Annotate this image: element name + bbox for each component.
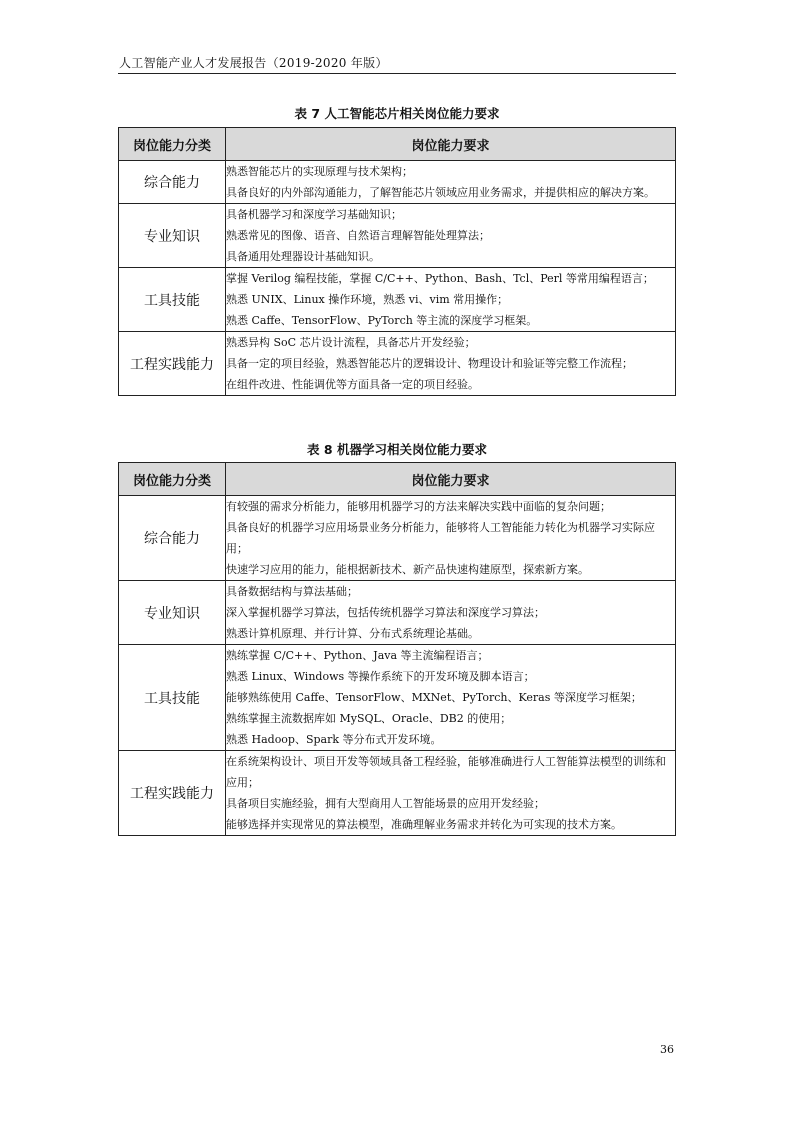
table-row (119, 751, 676, 836)
requirement-line: 熟悉异构 SoC 芯片设计流程，具备芯片开发经验； (226, 336, 476, 349)
row-category: 工具技能 (119, 268, 226, 332)
table-7 (118, 127, 676, 396)
table-row (119, 645, 676, 751)
row-requirements (226, 496, 676, 581)
row-requirements (226, 161, 676, 204)
running-header: 人工智能产业人才发展报告（2019-2020 年版） (119, 56, 388, 70)
row-category: 专业知识 (119, 204, 226, 268)
table-row (119, 161, 676, 204)
row-requirements (226, 751, 676, 836)
row-requirements (226, 645, 676, 751)
row-requirements (226, 268, 676, 332)
requirement-line: 深入掌握机器学习算法，包括传统机器学习算法和深度学习算法； (226, 606, 545, 619)
table-8-caption: 表 8 机器学习相关岗位能力要求 (307, 442, 487, 457)
row-category: 工具技能 (119, 645, 226, 751)
requirement-line: 具备良好的机器学习应用场景业务分析能力，能够将人工智能能力转化为机器学习实际应用； (226, 521, 655, 555)
col-header-requirement: 岗位能力要求 (226, 128, 676, 161)
table-header-row (119, 128, 676, 161)
requirement-line: 熟悉 UNIX、Linux 操作环境，熟悉 vi、vim 常用操作； (226, 293, 509, 306)
requirement-line: 能够熟练使用 Caffe、TensorFlow、MXNet、PyTorch、Keras 等深度学习框架； (226, 691, 642, 704)
table-row (119, 204, 676, 268)
table-header-row (119, 463, 676, 496)
row-category: 综合能力 (119, 161, 226, 204)
row-requirements (226, 204, 676, 268)
table-row (119, 496, 676, 581)
requirement-line: 在组件改进、性能调优等方面具备一定的项目经验。 (226, 378, 479, 391)
row-requirements (226, 332, 676, 396)
requirement-line: 具备一定的项目经验，熟悉智能芯片的逻辑设计、物理设计和验证等完整工作流程； (226, 357, 633, 370)
requirement-line: 快速学习应用的能力，能根据新技术、新产品快速构建原型，探索新方案。 (226, 563, 589, 576)
requirement-line: 熟练掌握主流数据库如 MySQL、Oracle、DB2 的使用； (226, 712, 512, 725)
row-category: 工程实践能力 (119, 751, 226, 836)
requirement-line: 具备机器学习和深度学习基础知识； (226, 208, 402, 221)
col-header-category: 岗位能力分类 (119, 463, 226, 496)
row-category: 工程实践能力 (119, 332, 226, 396)
row-category: 综合能力 (119, 496, 226, 581)
requirement-line: 具备通用处理器设计基础知识。 (226, 250, 380, 263)
requirement-line: 熟悉计算机原理、并行计算、分布式系统理论基础。 (226, 627, 479, 640)
requirement-line: 熟练掌握 C/C++、Python、Java 等主流编程语言； (226, 649, 489, 662)
requirement-line: 在系统架构设计、项目开发等领域具备工程经验，能够准确进行人工智能算法模型的训练和应用； (226, 755, 666, 789)
requirement-line: 熟悉常见的图像、语音、自然语言理解智能处理算法； (226, 229, 490, 242)
row-category: 专业知识 (119, 581, 226, 645)
header-rule (118, 73, 676, 74)
table-row (119, 581, 676, 645)
table-row (119, 332, 676, 396)
requirement-line: 具备良好的内外部沟通能力，了解智能芯片领域应用业务需求，并提供相应的解决方案。 (226, 186, 655, 199)
requirement-line: 熟悉 Hadoop、Spark 等分布式开发环境。 (226, 733, 442, 746)
requirement-line: 熟悉 Caffe、TensorFlow、PyTorch 等主流的深度学习框架。 (226, 314, 538, 327)
table-7-caption: 表 7 人工智能芯片相关岗位能力要求 (294, 106, 500, 121)
requirement-line: 有较强的需求分析能力，能够用机器学习的方法来解决实践中面临的复杂问题； (226, 500, 611, 513)
table-8 (118, 462, 676, 836)
requirement-line: 掌握 Verilog 编程技能，掌握 C/C++、Python、Bash、Tcl、Perl 等常用编程语言； (226, 272, 654, 285)
col-header-requirement: 岗位能力要求 (226, 463, 676, 496)
requirement-line: 具备项目实施经验，拥有大型商用人工智能场景的应用开发经验； (226, 797, 545, 810)
requirement-line: 能够选择并实现常见的算法模型，准确理解业务需求并转化为可实现的技术方案。 (226, 818, 622, 831)
col-header-category: 岗位能力分类 (119, 128, 226, 161)
table-row (119, 268, 676, 332)
requirement-line: 熟悉智能芯片的实现原理与技术架构； (226, 165, 413, 178)
requirement-line: 熟悉 Linux、Windows 等操作系统下的开发环境及脚本语言； (226, 670, 535, 683)
page-number: 36 (660, 1043, 674, 1056)
row-requirements (226, 581, 676, 645)
requirement-line: 具备数据结构与算法基础； (226, 585, 358, 598)
